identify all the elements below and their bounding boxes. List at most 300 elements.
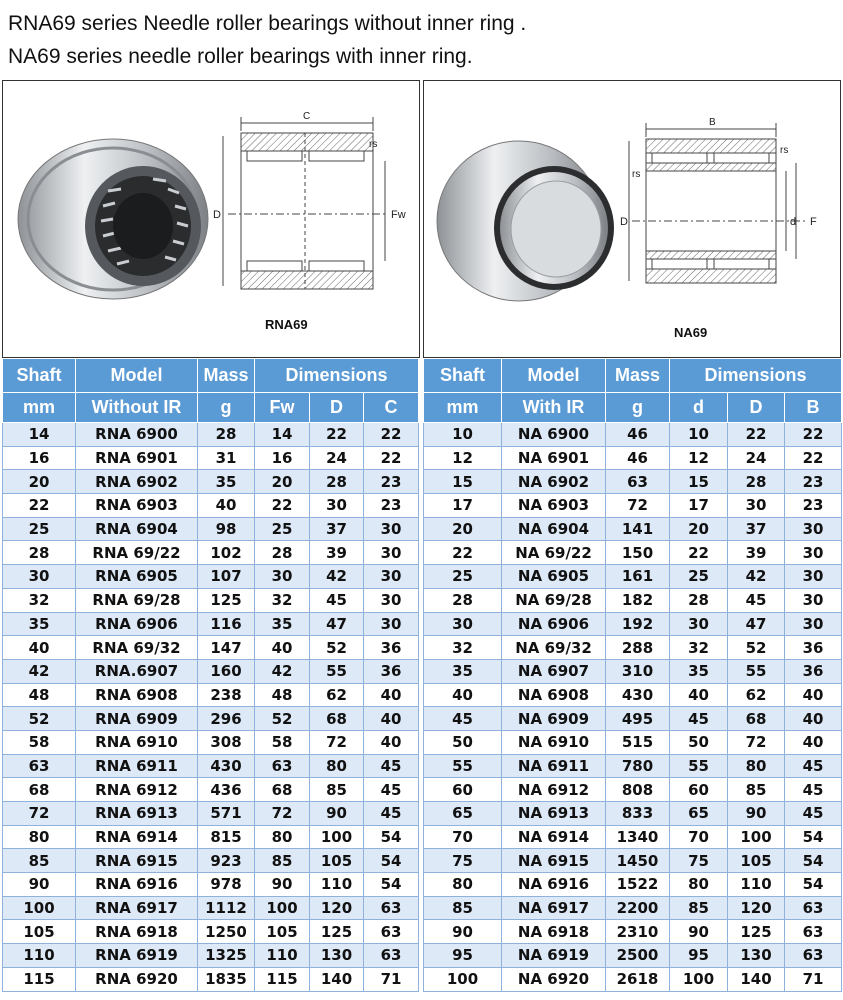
table-cell: 37 (310, 517, 364, 541)
table-cell: 46 (606, 423, 670, 447)
table-cell: 42 (3, 659, 76, 683)
table-cell: 85 (728, 778, 785, 802)
na69-label-d-outer: D (620, 216, 628, 228)
table-row (3, 659, 419, 683)
table-row (424, 707, 842, 731)
subheader-g: g (606, 393, 670, 423)
table-row (424, 588, 842, 612)
table-cell: 63 (785, 944, 842, 968)
table-cell: 1340 (606, 825, 670, 849)
table-cell: 30 (364, 541, 419, 565)
table-cell: 54 (364, 849, 419, 873)
table-cell: 90 (310, 802, 364, 826)
table-cell: RNA 6901 (76, 446, 198, 470)
table-cell: 45 (670, 707, 728, 731)
table-cell: 72 (606, 494, 670, 518)
table-cell: 80 (3, 825, 76, 849)
table-cell: 63 (606, 470, 670, 494)
table-cell: 72 (255, 802, 310, 826)
table-cell: RNA 6906 (76, 612, 198, 636)
table-cell: 28 (670, 588, 728, 612)
table-cell: 25 (424, 565, 502, 589)
table-cell: 52 (310, 636, 364, 660)
table-cell: 23 (364, 470, 419, 494)
table-cell: 46 (606, 446, 670, 470)
table-cell: 40 (785, 707, 842, 731)
rna69-label-rs: rs (369, 139, 378, 150)
header-dimensions: Dimensions (255, 359, 419, 393)
rna69-bearing-illustration (3, 81, 419, 357)
table-cell: 45 (310, 588, 364, 612)
na69-label-rs-top: rs (780, 145, 789, 156)
table-cell: 22 (424, 541, 502, 565)
table-cell: 436 (198, 778, 255, 802)
table-cell: 815 (198, 825, 255, 849)
table-cell: 105 (3, 920, 76, 944)
table-row (424, 873, 842, 897)
table-cell: 68 (3, 778, 76, 802)
table-cell: 68 (255, 778, 310, 802)
table-cell: 130 (728, 944, 785, 968)
table-row (424, 612, 842, 636)
table-cell: 30 (670, 612, 728, 636)
table-cell: 110 (310, 873, 364, 897)
table-cell: RNA 6916 (76, 873, 198, 897)
table-row (424, 849, 842, 873)
table-row (424, 825, 842, 849)
table-cell: NA 69/32 (502, 636, 606, 660)
table-row (3, 730, 419, 754)
table-cell: NA 6919 (502, 944, 606, 968)
table-row (3, 565, 419, 589)
table-cell: 32 (3, 588, 76, 612)
table-cell: 55 (310, 659, 364, 683)
subheader-with-ir: With IR (502, 393, 606, 423)
table-row (424, 494, 842, 518)
table-cell: 37 (728, 517, 785, 541)
table-cell: NA 6914 (502, 825, 606, 849)
table-cell: 71 (364, 967, 419, 991)
table-cell: 72 (728, 730, 785, 754)
na69-diagram-panel (423, 80, 841, 358)
table-cell: 85 (670, 896, 728, 920)
table-cell: RNA 69/22 (76, 541, 198, 565)
table-cell: 52 (3, 707, 76, 731)
table-cell: 80 (670, 873, 728, 897)
table-cell: NA 6900 (502, 423, 606, 447)
table-cell: 55 (424, 754, 502, 778)
table-cell: 16 (255, 446, 310, 470)
table-cell: 147 (198, 636, 255, 660)
table-cell: 70 (670, 825, 728, 849)
table-row (424, 967, 842, 991)
table-row (3, 517, 419, 541)
table-cell: 140 (310, 967, 364, 991)
subheader-g: g (198, 393, 255, 423)
table-cell: 25 (3, 517, 76, 541)
table-row (3, 588, 419, 612)
table-cell: 105 (728, 849, 785, 873)
table-cell: 85 (3, 849, 76, 873)
table-cell: 100 (310, 825, 364, 849)
table-cell: RNA.6907 (76, 659, 198, 683)
subheader-b: B (785, 393, 842, 423)
table-row (424, 659, 842, 683)
table-cell: 780 (606, 754, 670, 778)
table-row (3, 778, 419, 802)
table-cell: 63 (785, 920, 842, 944)
table-cell: 107 (198, 565, 255, 589)
table-cell: 72 (3, 802, 76, 826)
table-cell: RNA 6902 (76, 470, 198, 494)
table-cell: 24 (310, 446, 364, 470)
table-cell: 45 (785, 778, 842, 802)
table-cell: RNA 6900 (76, 423, 198, 447)
table-cell: 95 (670, 944, 728, 968)
table-cell: 105 (255, 920, 310, 944)
table-cell: RNA 6917 (76, 896, 198, 920)
table-cell: 1250 (198, 920, 255, 944)
table-cell: 50 (424, 730, 502, 754)
table-cell: 100 (255, 896, 310, 920)
header-mass: Mass (198, 359, 255, 393)
na69-bearing-illustration (424, 81, 840, 357)
table-cell: 125 (310, 920, 364, 944)
table-cell: 1325 (198, 944, 255, 968)
table-cell: 39 (728, 541, 785, 565)
subheader-d-outer: D (728, 393, 785, 423)
table-cell: 68 (310, 707, 364, 731)
subheader-d-inner: d (670, 393, 728, 423)
table-cell: 45 (364, 778, 419, 802)
rna69-section-drawing (223, 117, 388, 289)
table-cell: 160 (198, 659, 255, 683)
na69-label-f: F (810, 216, 817, 228)
table-cell: 22 (785, 423, 842, 447)
table-cell: 23 (785, 470, 842, 494)
table-cell: 115 (3, 967, 76, 991)
table-cell: 58 (3, 730, 76, 754)
table-row (3, 967, 419, 991)
table-cell: 30 (785, 612, 842, 636)
table-cell: RNA 6915 (76, 849, 198, 873)
table-cell: NA 6903 (502, 494, 606, 518)
table-cell: 40 (424, 683, 502, 707)
table-row (424, 802, 842, 826)
table-cell: 45 (785, 754, 842, 778)
table-cell: NA 6911 (502, 754, 606, 778)
table-cell: RNA 6920 (76, 967, 198, 991)
table-cell: RNA 6912 (76, 778, 198, 802)
table-row (424, 754, 842, 778)
table-cell: 60 (670, 778, 728, 802)
table-cell: 140 (728, 967, 785, 991)
table-cell: 120 (728, 896, 785, 920)
subheader-d: D (310, 393, 364, 423)
table-cell: NA 6909 (502, 707, 606, 731)
table-row (424, 683, 842, 707)
table-cell: 48 (3, 683, 76, 707)
table-cell: 2200 (606, 896, 670, 920)
na69-label-b: B (709, 117, 716, 128)
header-dimensions: Dimensions (670, 359, 842, 393)
table-row (3, 754, 419, 778)
table-cell: 20 (424, 517, 502, 541)
table-cell: NA 6907 (502, 659, 606, 683)
table-cell: NA 69/28 (502, 588, 606, 612)
table-cell: NA 6916 (502, 873, 606, 897)
table-row (3, 446, 419, 470)
table-cell: 30 (255, 565, 310, 589)
table-cell: 54 (364, 825, 419, 849)
table-cell: 30 (785, 565, 842, 589)
table-cell: 90 (670, 920, 728, 944)
table-cell: 40 (364, 683, 419, 707)
table-cell: 71 (785, 967, 842, 991)
table-cell: 430 (606, 683, 670, 707)
table-cell: 90 (255, 873, 310, 897)
table-cell: 14 (255, 423, 310, 447)
table-cell: 40 (364, 707, 419, 731)
table-row (3, 825, 419, 849)
table-cell: 80 (310, 754, 364, 778)
table-cell: 50 (670, 730, 728, 754)
table-cell: 30 (785, 541, 842, 565)
subheader-mm: mm (424, 393, 502, 423)
table-cell: RNA 6911 (76, 754, 198, 778)
table-cell: 20 (670, 517, 728, 541)
table-row (3, 849, 419, 873)
table-cell: 30 (728, 494, 785, 518)
table-cell: 28 (3, 541, 76, 565)
table-cell: 110 (728, 873, 785, 897)
table-cell: 22 (785, 446, 842, 470)
table-row (424, 636, 842, 660)
table-cell: 238 (198, 683, 255, 707)
table-row (3, 920, 419, 944)
table-cell: 62 (310, 683, 364, 707)
table-cell: 100 (670, 967, 728, 991)
table-cell: 25 (255, 517, 310, 541)
table-cell: RNA 6914 (76, 825, 198, 849)
header-shaft: Shaft (3, 359, 76, 393)
table-row (3, 612, 419, 636)
table-cell: 68 (728, 707, 785, 731)
table-cell: 54 (785, 849, 842, 873)
table-row (3, 873, 419, 897)
table-cell: 52 (728, 636, 785, 660)
table-cell: 17 (424, 494, 502, 518)
table-cell: 24 (728, 446, 785, 470)
table-cell: 120 (310, 896, 364, 920)
table-cell: 54 (785, 873, 842, 897)
table-cell: 30 (785, 588, 842, 612)
table-row (424, 778, 842, 802)
table-cell: 102 (198, 541, 255, 565)
table-cell: 22 (364, 423, 419, 447)
table-cell: 2310 (606, 920, 670, 944)
table-cell: 22 (310, 423, 364, 447)
table-cell: 30 (364, 517, 419, 541)
table-cell: 35 (198, 470, 255, 494)
na69-spec-table (423, 358, 842, 992)
subheader-fw: Fw (255, 393, 310, 423)
table-cell: 16 (3, 446, 76, 470)
table-cell: 22 (670, 541, 728, 565)
table-cell: 36 (364, 636, 419, 660)
table-cell: 90 (728, 802, 785, 826)
table-row (424, 565, 842, 589)
table-cell: 288 (606, 636, 670, 660)
table-cell: 55 (670, 754, 728, 778)
table-cell: 1112 (198, 896, 255, 920)
table-cell: 65 (424, 802, 502, 826)
table-cell: 30 (364, 588, 419, 612)
table-cell: 32 (255, 588, 310, 612)
table-cell: 32 (424, 636, 502, 660)
table-cell: NA 69/22 (502, 541, 606, 565)
header-model: Model (502, 359, 606, 393)
table-cell: 1522 (606, 873, 670, 897)
table-cell: RNA 6904 (76, 517, 198, 541)
table-cell: RNA 6913 (76, 802, 198, 826)
table-cell: 75 (424, 849, 502, 873)
na69-caption: NA69 (674, 325, 708, 340)
table-cell: 30 (364, 565, 419, 589)
table-row (424, 896, 842, 920)
table-cell: 40 (3, 636, 76, 660)
table-cell: 125 (198, 588, 255, 612)
table-cell: 80 (424, 873, 502, 897)
table-cell: 80 (728, 754, 785, 778)
table-row (424, 920, 842, 944)
table-cell: 42 (255, 659, 310, 683)
table-cell: 115 (255, 967, 310, 991)
table-row (3, 541, 419, 565)
table-cell: NA 6918 (502, 920, 606, 944)
table-cell: 70 (424, 825, 502, 849)
table-cell: 28 (424, 588, 502, 612)
table-cell: 55 (728, 659, 785, 683)
table-cell: 1450 (606, 849, 670, 873)
table-cell: NA 6906 (502, 612, 606, 636)
table-cell: 495 (606, 707, 670, 731)
table-cell: 978 (198, 873, 255, 897)
table-cell: 105 (310, 849, 364, 873)
na69-label-rs-side: rs (632, 169, 641, 180)
table-cell: 40 (364, 730, 419, 754)
table-row (424, 541, 842, 565)
table-cell: 430 (198, 754, 255, 778)
title-na69: NA69 series needle roller bearings with inner ring. (8, 45, 473, 68)
table-cell: 571 (198, 802, 255, 826)
table-row (3, 896, 419, 920)
table-cell: 22 (728, 423, 785, 447)
table-cell: 54 (785, 825, 842, 849)
table-cell: 36 (785, 636, 842, 660)
na69-label-d-inner: d (790, 216, 797, 228)
table-cell: 85 (424, 896, 502, 920)
table-cell: 28 (310, 470, 364, 494)
table-cell: 58 (255, 730, 310, 754)
table-cell: RNA 69/32 (76, 636, 198, 660)
table-cell: 40 (670, 683, 728, 707)
table-cell: 35 (255, 612, 310, 636)
table-cell: 63 (364, 944, 419, 968)
header-mass: Mass (606, 359, 670, 393)
table-cell: 63 (364, 896, 419, 920)
table-cell: NA 6917 (502, 896, 606, 920)
table-cell: 20 (3, 470, 76, 494)
table-cell: 17 (670, 494, 728, 518)
table-cell: 1835 (198, 967, 255, 991)
table-cell: 48 (255, 683, 310, 707)
table-cell: 52 (255, 707, 310, 731)
table-row (424, 470, 842, 494)
table-cell: RNA 6908 (76, 683, 198, 707)
table-cell: RNA 6910 (76, 730, 198, 754)
table-cell: 116 (198, 612, 255, 636)
table-row (3, 802, 419, 826)
table-cell: 63 (785, 896, 842, 920)
table-cell: 20 (255, 470, 310, 494)
table-cell: NA 6905 (502, 565, 606, 589)
table-cell: 30 (785, 517, 842, 541)
table-cell: 310 (606, 659, 670, 683)
table-cell: 35 (670, 659, 728, 683)
table-row (3, 683, 419, 707)
table-cell: 15 (424, 470, 502, 494)
table-cell: 62 (728, 683, 785, 707)
table-cell: NA 6920 (502, 967, 606, 991)
table-cell: 45 (364, 754, 419, 778)
table-cell: 47 (310, 612, 364, 636)
table-cell: 15 (670, 470, 728, 494)
table-cell: 60 (424, 778, 502, 802)
table-cell: NA 6902 (502, 470, 606, 494)
table-cell: 110 (3, 944, 76, 968)
table-cell: 54 (364, 873, 419, 897)
table-cell: 90 (3, 873, 76, 897)
table-cell: 10 (424, 423, 502, 447)
title-rna69: RNA69 series Needle roller bearings without inner ring . (8, 12, 527, 35)
table-cell: 63 (3, 754, 76, 778)
table-cell: 12 (670, 446, 728, 470)
table-row (424, 446, 842, 470)
table-cell: 125 (728, 920, 785, 944)
rna69-photo (18, 139, 208, 299)
table-cell: 23 (785, 494, 842, 518)
table-row (424, 517, 842, 541)
table-cell: 923 (198, 849, 255, 873)
table-cell: 100 (424, 967, 502, 991)
table-cell: 161 (606, 565, 670, 589)
table-row (3, 944, 419, 968)
table-cell: 47 (728, 612, 785, 636)
table-cell: 182 (606, 588, 670, 612)
header-model: Model (76, 359, 198, 393)
table-cell: 32 (670, 636, 728, 660)
table-row (424, 730, 842, 754)
table-cell: 308 (198, 730, 255, 754)
table-cell: 36 (364, 659, 419, 683)
header-shaft: Shaft (424, 359, 502, 393)
table-cell: 28 (255, 541, 310, 565)
table-cell: RNA 6919 (76, 944, 198, 968)
table-cell: 30 (424, 612, 502, 636)
table-cell: 515 (606, 730, 670, 754)
table-cell: NA 6901 (502, 446, 606, 470)
